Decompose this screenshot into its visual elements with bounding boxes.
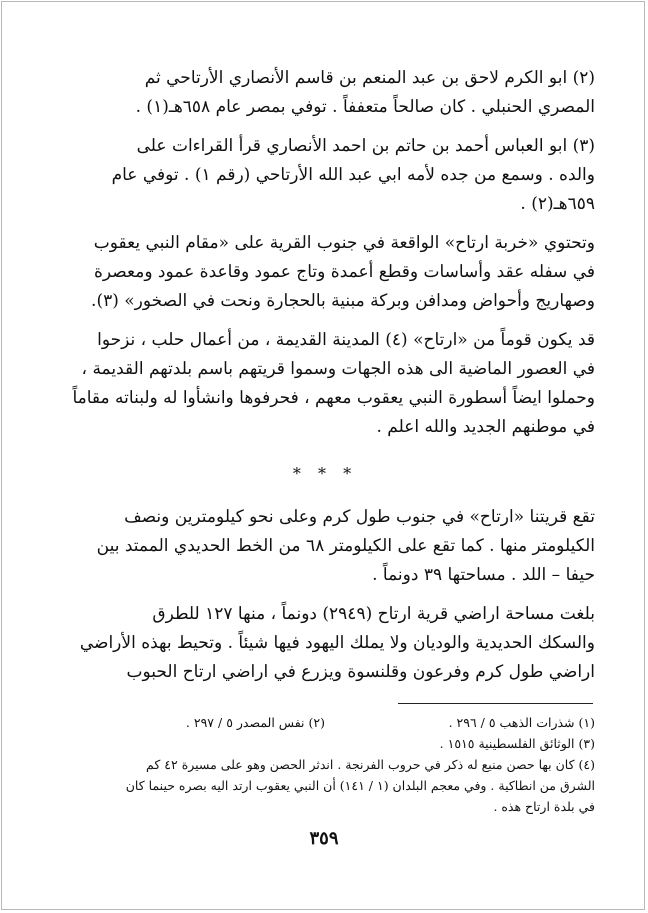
text-line: قد يكون قوماً من «ارتاح» (٤) المدينة القديمة ، من أعمال حلب ، نزحوا bbox=[97, 330, 595, 350]
footnote-line: الشرق من انطاكية . وفي معجم البلدان (١ / ١٤١) أن النبي يعقوب ارتد اليه بصره حينما كان bbox=[125, 778, 595, 793]
text-line: والسكك الحديدية والوديان ولا يملك اليهود فيها شيئاً . وتحيط بهذه الأراضي bbox=[79, 633, 595, 653]
footnote-line: في بلدة ارتاح هذه . bbox=[493, 799, 595, 814]
text-line: والده . وسمع من جده لأمه ابي عبد الله الأرتاحي (رقم ١) . توفي عام bbox=[111, 165, 595, 185]
page-body bbox=[55, 64, 595, 697]
paragraph-land-area bbox=[55, 600, 595, 687]
text-line: وصهاريج وأحواض ومدافن وبركة مبنية بالحجارة ونحت في الصخور» (٣). bbox=[91, 291, 595, 311]
section-separator: * * * bbox=[292, 464, 358, 483]
text-line: اراضي طول كرم وفرعون وقلنسوة ويزرع في اراضي ارتاح الحبوب bbox=[126, 662, 595, 682]
text-line: تقع قريتنا «ارتاح» في جنوب طول كرم وعلى نحو كيلومترين ونصف bbox=[124, 507, 595, 527]
paragraph-location bbox=[55, 503, 595, 590]
text-line: (٣) ابو العباس أحمد بن حاتم بن احمد الأنصاري قرأ القراءات على bbox=[136, 136, 595, 156]
footnote-divider bbox=[398, 703, 593, 704]
text-line: الكيلومتر منها . كما تقع على الكيلومتر ٦٨ من الخط الحديدي الممتد بين bbox=[96, 536, 595, 556]
footnotes bbox=[55, 712, 595, 817]
text-line: وحملوا ايضاً أسطورة النبي يعقوب معهم ، فحرفوها وانشأوا له ولبناته مقاماً bbox=[72, 388, 595, 408]
footnote-2: (٢) نفس المصدر ٥ / ٢٩٧ . bbox=[185, 715, 325, 730]
page-number: ٣٥٩ bbox=[309, 828, 339, 849]
text-line: (٢) ابو الكرم لاحق بن عبد المنعم بن قاسم الأنصاري الأرتاحي ثم bbox=[144, 68, 595, 88]
footnote-1: (١) شذرات الذهب ٥ / ٢٩٦ . bbox=[448, 715, 595, 730]
text-line: في موطنهم الجديد والله اعلم . bbox=[376, 417, 595, 437]
text-line: حيفا – اللد . مساحتها ٣٩ دونماً . bbox=[372, 565, 595, 585]
text-line: بلغت مساحة اراضي قرية ارتاح (٢٩٤٩) دونماً ، منها ١٢٧ للطرق bbox=[152, 604, 595, 624]
text-line: في العصور الماضية الى هذه الجهات وسموا قريتهم باسم بلدتهم القديمة ، bbox=[81, 359, 595, 379]
text-line: المصري الحنبلي . كان صالحاً متعففاً . توفي بمصر عام ٦٥٨هـ(١) . bbox=[135, 97, 595, 117]
paragraph-khirbet-irtah bbox=[55, 229, 595, 316]
footnote-row bbox=[55, 712, 595, 733]
footnote-3: (٣) الوثائق الفلسطينية ١٥١٥ . bbox=[439, 736, 595, 751]
text-line: في سفله عقد وأساسات وقطع أعمدة وتاج عمود وقاعدة عمود ومعصرة bbox=[93, 262, 595, 282]
footnote-4 bbox=[55, 754, 595, 817]
paragraph-abu-al-abbas bbox=[55, 132, 595, 219]
paragraph-origin bbox=[55, 326, 595, 442]
text-line: وتحتوي «خربة ارتاح» الواقعة في جنوب القرية على «مقام النبي يعقوب bbox=[93, 233, 595, 253]
text-line: ٦٥٩هـ(٢) . bbox=[520, 194, 595, 214]
paragraph-lahiq bbox=[55, 64, 595, 122]
footnote-line: (٤) كان بها حصن منيع له ذكر في حروب الفرنجة . اندثر الحصن وهو على مسيرة ٤٢ كم bbox=[146, 757, 595, 772]
